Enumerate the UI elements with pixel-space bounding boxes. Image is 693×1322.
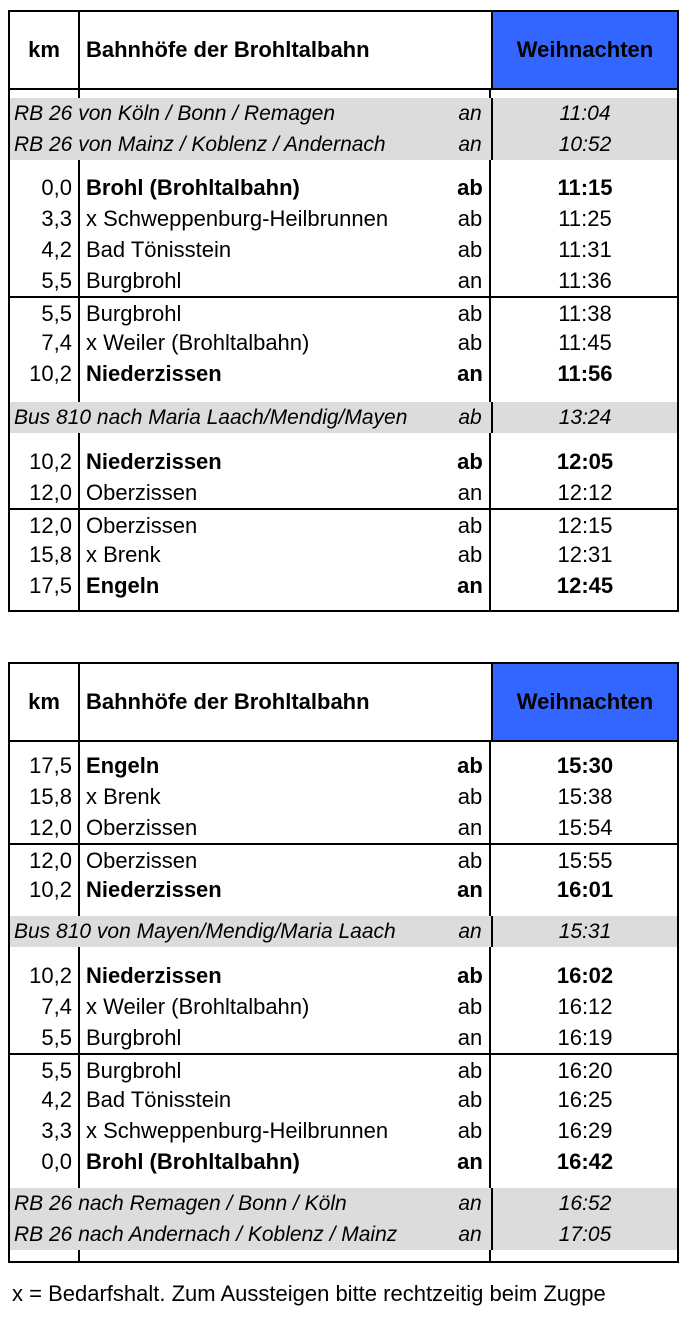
connection-row	[10, 129, 677, 160]
departure-time: 12:45	[556, 573, 614, 598]
km-value: 7,4	[41, 330, 72, 355]
arr-dep: an	[457, 1149, 483, 1174]
departure-time: 11:36	[558, 268, 612, 293]
departure-time: 16:29	[557, 1118, 613, 1143]
km-value: 12,0	[29, 513, 72, 538]
timetable-outbound	[8, 10, 679, 612]
arr-dep: ab	[457, 330, 483, 355]
station-name: Burgbrohl	[86, 1058, 182, 1083]
km-value: 10,2	[29, 963, 72, 988]
departure-time: 11:56	[557, 361, 613, 386]
stop-row	[10, 265, 677, 296]
stop-row	[10, 960, 677, 991]
connection-time: 10:52	[558, 133, 612, 156]
station-name: Oberzissen	[86, 513, 198, 538]
arr-dep: ab	[457, 1058, 483, 1083]
departure-time: 12:15	[557, 513, 613, 538]
arr-dep: an	[457, 268, 483, 293]
stop-row	[10, 508, 677, 541]
departure-time: 15:55	[557, 848, 613, 873]
arr-dep: an	[457, 1025, 483, 1050]
departure-time: 15:54	[557, 815, 613, 840]
stop-row	[10, 843, 677, 876]
km-value: 17,5	[29, 753, 72, 778]
stop-row	[10, 358, 677, 389]
station-name: Bad Tönisstein	[86, 1087, 232, 1112]
arr-dep: ab	[457, 1118, 483, 1143]
arr-dep: ab	[457, 784, 483, 809]
station-name: Burgbrohl	[86, 1025, 182, 1050]
km-value: 10,2	[29, 361, 72, 386]
departure-time: 11:31	[558, 237, 612, 262]
station-name: Brohl (Brohltalbahn)	[86, 175, 300, 200]
connection-row	[10, 1188, 677, 1219]
station-name: x Schweppenburg-Heilbrunnen	[86, 1118, 389, 1143]
stop-row	[10, 446, 677, 477]
header-weihnachten: Weihnachten	[491, 12, 677, 88]
arr-dep: ab	[457, 301, 483, 326]
connection-text: Bus 810 von Mayen/Mendig/Maria Laach	[14, 920, 396, 943]
departure-time: 16:20	[557, 1058, 613, 1083]
stop-row	[10, 203, 677, 234]
stop-row	[10, 570, 677, 601]
arr-dep: ab	[457, 848, 483, 873]
km-value: 5,5	[41, 1025, 72, 1050]
departure-time: 16:19	[557, 1025, 613, 1050]
km-value: 4,2	[41, 1087, 72, 1112]
arr-dep: ab	[457, 994, 483, 1019]
km-value: 0,0	[41, 175, 72, 200]
km-value: 12,0	[29, 815, 72, 840]
arr-dep: an	[458, 1192, 482, 1215]
departure-time: 16:12	[557, 994, 613, 1019]
station-name: x Brenk	[86, 542, 161, 567]
km-value: 0,0	[41, 1149, 72, 1174]
arr-dep: ab	[457, 449, 483, 474]
connection-time: 11:04	[559, 102, 611, 125]
station-name: Niederzissen	[86, 361, 222, 386]
connection-time: 16:52	[558, 1192, 612, 1215]
station-name: Engeln	[86, 753, 160, 778]
stop-row	[10, 781, 677, 812]
station-name: Niederzissen	[86, 963, 222, 988]
stop-row	[10, 750, 677, 781]
stop-row	[10, 477, 677, 508]
connection-text: Bus 810 nach Maria Laach/Mendig/Mayen	[14, 406, 408, 429]
stop-row	[10, 296, 677, 329]
station-name: x Schweppenburg-Heilbrunnen	[86, 206, 389, 231]
arr-dep: an	[458, 133, 482, 156]
connection-row	[10, 402, 677, 433]
arr-dep: an	[457, 573, 483, 598]
departure-time: 16:02	[556, 963, 614, 988]
station-name: Brohl (Brohltalbahn)	[86, 1149, 300, 1174]
station-name: Niederzissen	[86, 449, 222, 474]
departure-time: 16:01	[556, 877, 614, 902]
arr-dep: an	[457, 361, 483, 386]
departure-time: 12:12	[557, 480, 613, 505]
arr-dep: ab	[457, 513, 483, 538]
connection-time: 15:31	[558, 920, 612, 943]
arr-dep: an	[458, 1223, 482, 1246]
connection-row	[10, 916, 677, 947]
connection-text: RB 26 von Köln / Bonn / Remagen	[14, 102, 336, 125]
arr-dep: ab	[457, 963, 483, 988]
km-value: 10,2	[29, 449, 72, 474]
km-value: 3,3	[41, 1118, 72, 1143]
km-value: 5,5	[41, 1058, 72, 1083]
km-value: 15,8	[29, 542, 72, 567]
table-header	[10, 664, 677, 742]
connection-time: 17:05	[558, 1223, 612, 1246]
station-name: Burgbrohl	[86, 301, 182, 326]
stop-row	[10, 1084, 677, 1115]
connection-text: RB 26 nach Remagen / Bonn / Köln	[14, 1192, 347, 1215]
station-name: Niederzissen	[86, 877, 222, 902]
connection-text: RB 26 nach Andernach / Koblenz / Mainz	[14, 1223, 398, 1246]
arr-dep: ab	[457, 753, 483, 778]
stop-row	[10, 1146, 677, 1177]
arr-dep: ab	[457, 542, 483, 567]
km-value: 15,8	[29, 784, 72, 809]
stop-row	[10, 874, 677, 905]
departure-time: 16:42	[556, 1149, 614, 1174]
station-name: Oberzissen	[86, 480, 198, 505]
station-name: x Weiler (Brohltalbahn)	[86, 330, 310, 355]
arr-dep: ab	[457, 206, 483, 231]
km-value: 10,2	[29, 877, 72, 902]
connection-row	[10, 1219, 677, 1250]
km-value: 7,4	[41, 994, 72, 1019]
km-value: 12,0	[29, 480, 72, 505]
stop-row	[10, 1022, 677, 1053]
header-weihnachten: Weihnachten	[491, 664, 677, 740]
arr-dep: an	[457, 480, 483, 505]
connection-text: RB 26 von Mainz / Koblenz / Andernach	[14, 133, 386, 156]
km-value: 5,5	[41, 301, 72, 326]
stop-row	[10, 234, 677, 265]
connection-block	[10, 1188, 677, 1250]
km-value: 5,5	[41, 268, 72, 293]
connection-row	[10, 98, 677, 129]
connection-block	[10, 98, 677, 160]
stop-row	[10, 991, 677, 1022]
connection-time: 13:24	[558, 406, 612, 429]
km-value: 17,5	[29, 573, 72, 598]
stop-row	[10, 539, 677, 570]
station-name: Oberzissen	[86, 815, 198, 840]
table-header	[10, 12, 677, 90]
station-name: Bad Tönisstein	[86, 237, 232, 262]
header-km: km	[10, 12, 80, 88]
station-name: Engeln	[86, 573, 160, 598]
arr-dep: ab	[458, 406, 482, 429]
arr-dep: an	[457, 877, 483, 902]
station-name: x Brenk	[86, 784, 161, 809]
arr-dep: ab	[457, 175, 483, 200]
arr-dep: ab	[457, 237, 483, 262]
arr-dep: ab	[457, 1087, 483, 1112]
km-value: 4,2	[41, 237, 72, 262]
km-value: 12,0	[29, 848, 72, 873]
stop-row	[10, 1053, 677, 1086]
arr-dep: an	[457, 815, 483, 840]
departure-time: 11:25	[558, 206, 612, 231]
connection-block	[10, 402, 677, 433]
stop-row	[10, 172, 677, 203]
timetable-return	[8, 662, 679, 1263]
station-name: x Weiler (Brohltalbahn)	[86, 994, 310, 1019]
arr-dep: an	[458, 920, 482, 943]
stop-row	[10, 1115, 677, 1146]
departure-time: 15:38	[557, 784, 613, 809]
departure-time: 12:31	[557, 542, 613, 567]
footnote: x = Bedarfshalt. Zum Aussteigen bitte rechtzeitig beim Zugpe	[12, 1281, 606, 1306]
station-name: Oberzissen	[86, 848, 198, 873]
header-stations: Bahnhöfe der Brohltalbahn	[86, 689, 370, 714]
departure-time: 16:25	[557, 1087, 613, 1112]
departure-time: 15:30	[556, 753, 614, 778]
km-value: 3,3	[41, 206, 72, 231]
station-name: Burgbrohl	[86, 268, 182, 293]
header-stations: Bahnhöfe der Brohltalbahn	[86, 37, 370, 62]
departure-time: 12:05	[556, 449, 614, 474]
header-km: km	[10, 664, 80, 740]
departure-time: 11:45	[558, 330, 612, 355]
departure-time: 11:38	[558, 301, 612, 326]
stop-row	[10, 327, 677, 358]
departure-time: 11:15	[557, 175, 613, 200]
connection-block	[10, 916, 677, 947]
arr-dep: an	[458, 102, 482, 125]
stop-row	[10, 812, 677, 843]
